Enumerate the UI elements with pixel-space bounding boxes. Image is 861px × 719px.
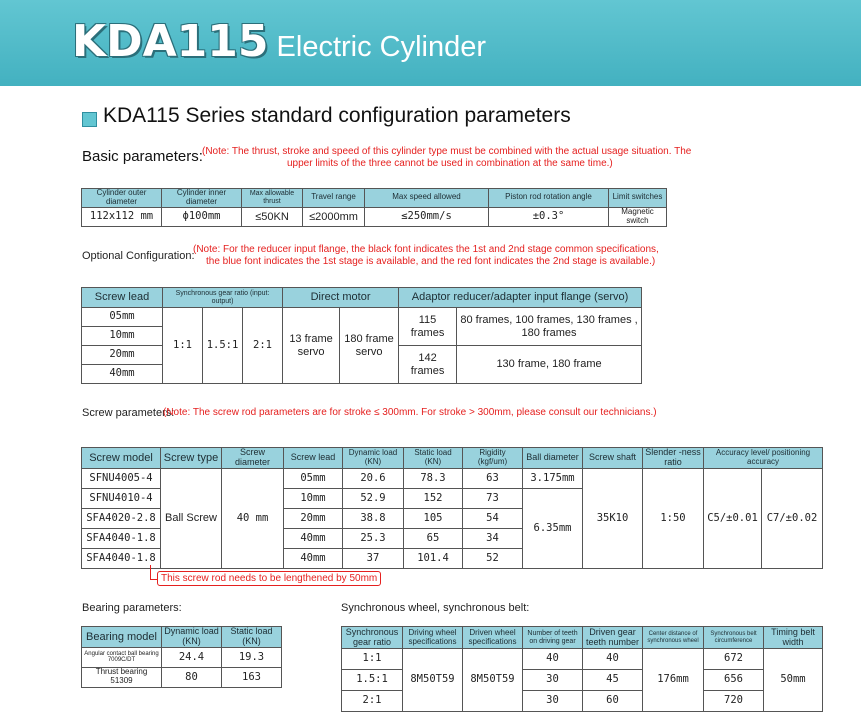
header-cell: Direct motor <box>283 288 399 308</box>
basic-note-line2: upper limits of the three cannot be used in combination at the same time.) <box>287 158 613 169</box>
screw-note: (Note: The screw rod parameters are for stroke ≤ 300mm. For stroke > 300mm, please consult our technicians.) <box>163 407 657 418</box>
header-cell: Screw shaft <box>583 448 643 469</box>
banner-subtitle: Electric Cylinder <box>276 31 487 63</box>
dynamic-load-cell: 52.9 <box>343 488 404 508</box>
header-cell: Screw diameter <box>222 448 284 469</box>
screw-lead-cell: 40mm <box>284 548 343 568</box>
screw-lead-cell: 10mm <box>284 488 343 508</box>
table-row <box>82 308 642 327</box>
screw-type-cell: Ball Screw <box>161 468 222 568</box>
optional-note-line1: (Note: For the reducer input flange, the black font indicates the 1st and 2nd stage common specifications, <box>193 244 659 255</box>
motor-cell: 13 frame servo <box>283 308 340 384</box>
gear-ratio-cell: 1.5:1 <box>342 670 403 691</box>
value-cell: 112x112 mm <box>82 207 162 226</box>
ratio-cell: 1:1 <box>163 308 203 384</box>
header-cell: Driving wheel specifications <box>403 627 463 649</box>
value-cell: ≤250mm/s <box>365 207 489 226</box>
header-cell: Adaptor reducer/adapter input flange (servo) <box>399 288 642 308</box>
optional-header-row <box>82 288 642 308</box>
header-cell: Travel range <box>303 189 365 208</box>
flange-desc-cell: 80 frames, 100 frames, 130 frames , 180 frames <box>457 308 642 346</box>
basic-parameters-table <box>81 188 667 227</box>
ball-diameter-cell: 3.175mm <box>523 468 583 488</box>
driving-teeth-cell: 40 <box>523 649 583 670</box>
ball-diameter-cell: 6.35mm <box>523 488 583 568</box>
dynamic-load-cell: 37 <box>343 548 404 568</box>
lengthen-callout: This screw rod needs to be lengthened by 50mm <box>157 571 381 586</box>
driving-teeth-cell: 30 <box>523 691 583 712</box>
gear-ratio-cell: 1:1 <box>342 649 403 670</box>
header-cell: Ball diameter <box>523 448 583 469</box>
basic-value-row <box>82 207 667 226</box>
optional-config-table <box>81 287 642 384</box>
banner-title <box>72 16 486 67</box>
rigidity-cell: 73 <box>463 488 523 508</box>
dynamic-load-cell: 20.6 <box>343 468 404 488</box>
header-cell: Synchronous gear ratio (input: output) <box>163 288 283 308</box>
flange-frame-cell: 115 frames <box>399 308 457 346</box>
screw-lead-cell: 40mm <box>284 528 343 548</box>
section-square-icon <box>82 112 97 127</box>
header-cell: Accuracy level/ positioning accuracy <box>704 448 823 469</box>
value-cell: Magnetic switch <box>609 207 667 226</box>
slenderness-cell: 1:50 <box>643 468 704 568</box>
header-cell: Slender -ness ratio <box>643 448 704 469</box>
section-title: KDA115 Series standard configuration parameters <box>103 104 571 127</box>
accuracy-c7-cell: C7/±0.02 <box>762 468 823 568</box>
sync-header-row <box>342 627 823 649</box>
driven-teeth-cell: 45 <box>583 670 643 691</box>
driving-teeth-cell: 30 <box>523 670 583 691</box>
rigidity-cell: 34 <box>463 528 523 548</box>
value-cell: ±0.3° <box>489 207 609 226</box>
header-cell: Center distance of synchronous wheel <box>643 627 704 649</box>
lead-cell: 20mm <box>82 346 163 365</box>
title-banner <box>0 0 861 86</box>
header-cell: Rigidity (kgf/um) <box>463 448 523 469</box>
bearing-model-cell: Thrust bearing 51309 <box>82 667 162 687</box>
screw-model-cell: SFNU4005-4 <box>82 468 161 488</box>
screw-model-cell: SFA4040-1.8 <box>82 548 161 568</box>
header-cell: Synchronous belt circumference <box>704 627 764 649</box>
screw-parameters-label: Screw parameters: <box>82 407 175 419</box>
static-load-cell: 78.3 <box>404 468 463 488</box>
table-row <box>82 667 282 687</box>
optional-note-line2: the blue font indicates the 1st stage is available, and the red font indicates the 2nd stage is available.) <box>206 256 656 267</box>
dynamic-load-cell: 38.8 <box>343 508 404 528</box>
driven-teeth-cell: 40 <box>583 649 643 670</box>
header-cell: Timing belt width <box>764 627 823 649</box>
value-cell: ϕ100mm <box>162 207 242 226</box>
header-cell: Max allowable thrust <box>242 189 303 208</box>
belt-circumference-cell: 720 <box>704 691 764 712</box>
bearing-header-row <box>82 627 282 648</box>
static-load-cell: 101.4 <box>404 548 463 568</box>
header-cell: Cylinder outer diameter <box>82 189 162 208</box>
banner-model: KDA115 <box>72 16 269 67</box>
static-load-cell: 19.3 <box>222 647 282 667</box>
sync-wheel-table <box>341 626 823 712</box>
value-cell: ≤2000mm <box>303 207 365 226</box>
rigidity-cell: 54 <box>463 508 523 528</box>
bearing-parameters-label: Bearing parameters: <box>82 602 182 614</box>
static-load-cell: 163 <box>222 667 282 687</box>
header-cell: Driven wheel specifications <box>463 627 523 649</box>
header-cell: Limit switches <box>609 189 667 208</box>
header-cell: Bearing model <box>82 627 162 648</box>
header-cell: Max speed allowed <box>365 189 489 208</box>
basic-note-line1: (Note: The thrust, stroke and speed of this cylinder type must be combined with the actual usage situation. The <box>202 146 692 157</box>
belt-circumference-cell: 656 <box>704 670 764 691</box>
screw-shaft-cell: 35K10 <box>583 468 643 568</box>
screw-model-cell: SFNU4010-4 <box>82 488 161 508</box>
dynamic-load-cell: 80 <box>162 667 222 687</box>
lead-cell: 10mm <box>82 327 163 346</box>
ratio-cell: 1.5:1 <box>203 308 243 384</box>
driven-wheel-cell: 8M50T59 <box>463 649 523 712</box>
bearing-model-cell: Angular contact ball bearing 7009C/DT <box>82 647 162 667</box>
screw-model-cell: SFA4020-2.8 <box>82 508 161 528</box>
header-cell: Synchronous gear ratio <box>342 627 403 649</box>
header-cell: Screw model <box>82 448 161 469</box>
optional-config-label: Optional Configuration: <box>82 250 195 262</box>
screw-model-cell: SFA4040-1.8 <box>82 528 161 548</box>
flange-frame-cell: 142 frames <box>399 346 457 384</box>
header-cell: Screw lead <box>284 448 343 469</box>
rigidity-cell: 52 <box>463 548 523 568</box>
header-cell: Piston rod rotation angle <box>489 189 609 208</box>
header-cell: Number of teeth on driving gear <box>523 627 583 649</box>
screw-parameters-table <box>81 447 823 569</box>
sync-wheel-label: Synchronous wheel, synchronous belt: <box>341 602 530 614</box>
center-distance-cell: 176mm <box>643 649 704 712</box>
header-cell: Driven gear teeth number <box>583 627 643 649</box>
header-cell: Screw lead <box>82 288 163 308</box>
static-load-cell: 105 <box>404 508 463 528</box>
value-cell: ≤50KN <box>242 207 303 226</box>
motor-cell: 180 frame servo <box>340 308 399 384</box>
lead-cell: 40mm <box>82 365 163 384</box>
bearing-table <box>81 626 282 688</box>
static-load-cell: 152 <box>404 488 463 508</box>
screw-lead-cell: 20mm <box>284 508 343 528</box>
lead-cell: 05mm <box>82 308 163 327</box>
static-load-cell: 65 <box>404 528 463 548</box>
table-row <box>82 468 823 488</box>
header-cell: Screw type <box>161 448 222 469</box>
flange-desc-cell: 130 frame, 180 frame <box>457 346 642 384</box>
table-row <box>342 649 823 670</box>
screw-lead-cell: 05mm <box>284 468 343 488</box>
header-cell: Static load (KN) <box>404 448 463 469</box>
basic-header-row <box>82 189 667 208</box>
dynamic-load-cell: 25.3 <box>343 528 404 548</box>
accuracy-c5-cell: C5/±0.01 <box>704 468 762 568</box>
header-cell: Cylinder inner diameter <box>162 189 242 208</box>
table-row <box>82 647 282 667</box>
gear-ratio-cell: 2:1 <box>342 691 403 712</box>
screw-header-row <box>82 448 823 469</box>
dynamic-load-cell: 24.4 <box>162 647 222 667</box>
header-cell: Dynamic load (KN) <box>343 448 404 469</box>
belt-width-cell: 50mm <box>764 649 823 712</box>
rigidity-cell: 63 <box>463 468 523 488</box>
screw-diameter-cell: 40 mm <box>222 468 284 568</box>
ratio-cell: 2:1 <box>243 308 283 384</box>
driven-teeth-cell: 60 <box>583 691 643 712</box>
header-cell: Static load (KN) <box>222 627 282 648</box>
basic-parameters-label: Basic parameters: <box>82 148 203 165</box>
belt-circumference-cell: 672 <box>704 649 764 670</box>
header-cell: Dynamic load (KN) <box>162 627 222 648</box>
driving-wheel-cell: 8M50T59 <box>403 649 463 712</box>
